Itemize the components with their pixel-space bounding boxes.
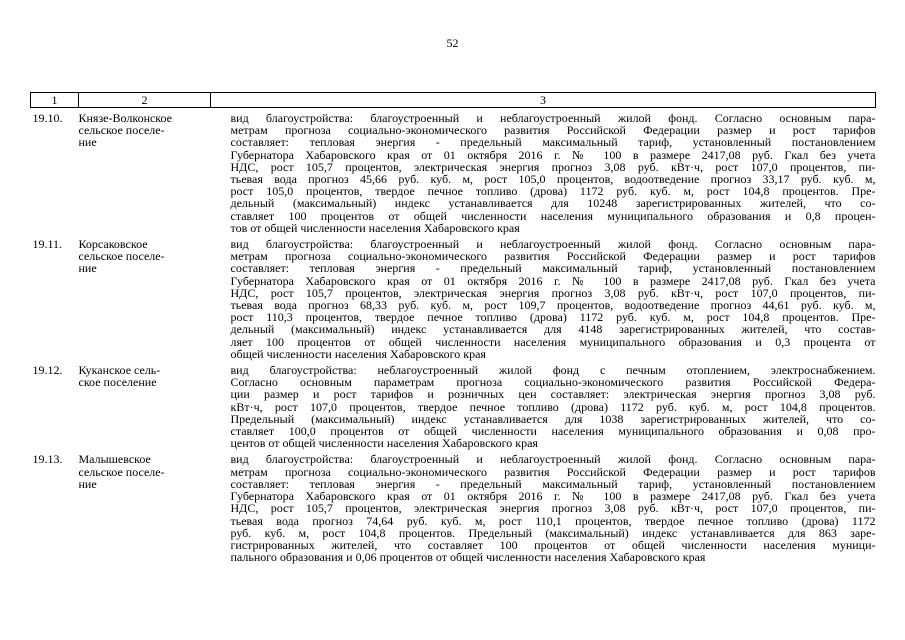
settlement-name-line: Малышевское xyxy=(78,452,151,467)
description-line: тьевая вода прогноз 45,66 руб. куб. м, рост 105,0 процентов, водоотведение прогноз 33,17 руб. куб. м, xyxy=(230,172,876,187)
page-number: 52 xyxy=(446,36,459,50)
settlement-name xyxy=(79,449,211,563)
settlement-name-line: сельское поселе- xyxy=(78,249,165,264)
description-line: составляет: тепловая энергия - предельный максимальный тариф, установленный постановлением xyxy=(230,476,876,491)
row-number: 19.12. xyxy=(32,363,63,378)
description-line: НДС, рост 105,7 процентов, электрическая энергия прогноз 3,08 руб. кВт·ч, рост 107,0 процентов, пи- xyxy=(230,501,876,516)
description-line: тов от общей численности населения Хабаровского края xyxy=(230,220,520,235)
description-line: Губернатора Хабаровского края от 01 октября 2016 г. № 100 в размере 2417,08 руб. Гкал без учета xyxy=(230,273,876,288)
description-line: метрам прогноза социально-экономического развития Российской Федерации размер и рост тарифов xyxy=(230,123,876,138)
improvement-description xyxy=(211,360,876,449)
settlement-name-line: ское поселение xyxy=(78,375,157,390)
row-number: 19.13. xyxy=(32,452,63,467)
header-row xyxy=(31,93,876,108)
description-line: центов от общей численности населения Хабаровского края xyxy=(230,436,538,451)
table-row xyxy=(31,449,876,563)
description-line: кВт·ч, рост 107,0 процентов, твердое печное топливо (дрова) 1172 руб. куб. м, рост 104,8 процентов. xyxy=(230,399,876,414)
description-line: ставляет 100,0 процентов от общей численности населения муниципального образования и 0,08 про- xyxy=(230,424,876,439)
settlement-name-line: сельское поселе- xyxy=(78,464,165,479)
settlement-name-line: Куканское сель- xyxy=(78,363,161,378)
description-line: тьевая вода прогноз 68,33 руб. куб. м, рост 109,7 процентов, водоотведение прогноз 44,61 руб. куб. м, xyxy=(230,298,876,313)
header-col-3: 3 xyxy=(211,93,876,108)
description-line: пального образования и 0,06 процентов от общей численности населения Хабаровского края xyxy=(230,550,706,565)
description-line: вид благоустройства: неблагоустроенный жилой фонд с печным отоплением, электроснабжением. xyxy=(230,363,876,378)
table-row xyxy=(31,360,876,449)
row-number: 19.10. xyxy=(32,111,63,125)
description-line: НДС, рост 105,7 процентов, электрическая энергия прогноз 3,08 руб. кВт·ч, рост 107,0 процентов, пи- xyxy=(230,159,876,174)
improvement-description xyxy=(211,234,876,360)
description-line: рост 110,3 процентов, твердое печное топливо (дрова) 1172 руб. куб. м, рост 104,8 процентов. Пре- xyxy=(230,310,876,325)
description-line: Губернатора Хабаровского края от 01 октября 2016 г. № 100 в размере 2417,08 руб. Гкал без учета xyxy=(230,147,876,162)
row-number: 19.11. xyxy=(32,237,63,252)
description-line: вид благоустройства: благоустроенный и неблагоустроенный жилой фонд. Согласно основным пара- xyxy=(230,111,876,125)
description-line: ции размер и рост тарифов и розничных цен составляет: электрическая энергия прогноз 3,08 руб. xyxy=(230,387,876,402)
description-line: Предельный (максимальный) индекс устанавливается для 1038 зарегистрированных жителей, что со- xyxy=(230,411,876,426)
header-col-1: 1 xyxy=(31,93,79,108)
settlement-name xyxy=(79,360,211,449)
description-line: Согласно основным параметрам прогноза социально-экономического развития Российской Федера- xyxy=(230,375,876,390)
description-line: тьевая вода прогноз 74,64 руб. куб. м, рост 110,1 процентов, твердое печное топливо (дрова) 1172 xyxy=(230,513,876,528)
description-line: метрам прогноза социально-экономического развития Российской Федерации размер и рост тарифов xyxy=(230,464,876,479)
settlement-name-line: Князе-Волконское xyxy=(78,111,173,125)
description-line: дельный (максимальный) индекс устанавливается для 10248 зарегистрированных жителей, что со- xyxy=(230,196,876,211)
description-line: метрам прогноза социально-экономического развития Российской Федерации размер и рост тарифов xyxy=(230,249,876,264)
description-line: ляет 100 процентов от общей численности населения муниципального образования и 0,3 процента от xyxy=(230,334,876,349)
description-line: вид благоустройства: благоустроенный и неблагоустроенный жилой фонд. Согласно основным пара- xyxy=(230,452,876,467)
description-line: гистрированных жителей, что составляет 100 процентов от общей численности населения муници- xyxy=(230,537,876,552)
tariff-table xyxy=(30,92,876,563)
description-line: рост 105,0 процентов, твердое печное топливо (дрова) 1172 руб. куб. м, рост 104,8 процентов. Пре- xyxy=(230,184,876,199)
description-line: дельный (максимальный) индекс устанавливается для 4148 зарегистрированных жителей, что состав- xyxy=(230,322,876,337)
settlement-name-line: ние xyxy=(78,476,97,491)
table-row xyxy=(31,234,876,360)
table-body xyxy=(31,108,876,564)
improvement-description xyxy=(211,449,876,563)
description-line: составляет: тепловая энергия - предельный максимальный тариф, установленный постановлением xyxy=(230,261,876,276)
description-line: НДС, рост 105,7 процентов, электрическая энергия прогноз 3,08 руб. кВт·ч, рост 107,0 процентов, пи- xyxy=(230,285,876,300)
description-line: Губернатора Хабаровского края от 01 октября 2016 г. № 100 в размере 2417,08 руб. Гкал без учета xyxy=(230,489,876,504)
improvement-description xyxy=(211,108,876,235)
settlement-name-line: ние xyxy=(78,261,97,276)
settlement-name xyxy=(79,234,211,360)
description-line: вид благоустройства: благоустроенный и неблагоустроенный жилой фонд. Согласно основным пара- xyxy=(230,237,876,252)
settlement-name-line: Корсаковское xyxy=(78,237,148,252)
description-line: общей численности населения Хабаровского края xyxy=(230,346,486,361)
description-line: руб. куб. м, рост 104,8 процентов. Предельный (максимальный) индекс устанавливается для 863 заре- xyxy=(230,525,876,540)
table-row xyxy=(31,108,876,235)
description-line: ставляет 100 процентов от общей численности населения муниципального образования и 0,8 процен- xyxy=(230,208,876,223)
settlement-name-line: ние xyxy=(78,135,97,150)
description-line: составляет: тепловая энергия - предельный максимальный тариф, установленный постановлением xyxy=(230,135,876,150)
header-col-2: 2 xyxy=(79,93,211,108)
settlement-name xyxy=(79,108,211,235)
settlement-name-line: сельское поселе- xyxy=(78,123,165,138)
